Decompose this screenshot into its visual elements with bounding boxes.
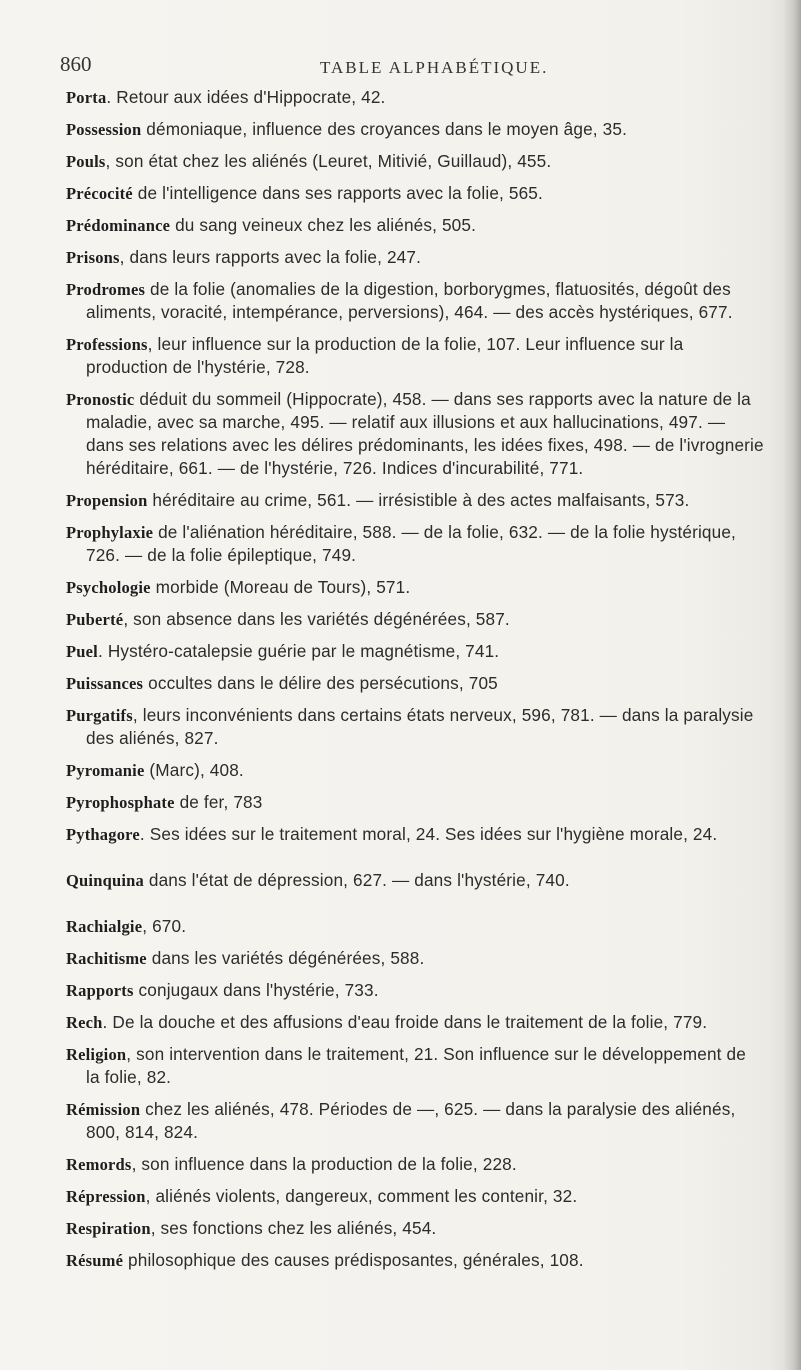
entry-text: . Hystéro-catalepsie guérie par le magnétisme, 741. bbox=[97, 641, 500, 661]
entry-text: , son influence dans la production de la folie, 228. bbox=[131, 1154, 517, 1174]
index-entry bbox=[66, 214, 764, 237]
entry-headword: Pythagore bbox=[66, 825, 140, 844]
index-entry bbox=[66, 823, 764, 846]
entry-text: , leurs inconvénients dans certains états nerveux, 596, 781. — dans la paralysie des aliénés, 827. bbox=[86, 705, 754, 748]
index-entry bbox=[66, 704, 764, 750]
entry-headword: Prodromes bbox=[66, 280, 146, 299]
entry-text: , leur influence sur la production de la folie, 107. Leur influence sur la production de l'hystérie, 728. bbox=[86, 334, 684, 377]
index-entry bbox=[66, 278, 764, 324]
index-entry bbox=[66, 915, 764, 938]
index-entries bbox=[66, 86, 764, 1281]
index-entry bbox=[66, 150, 764, 173]
entry-text: occultes dans le délire des persécutions, 705 bbox=[143, 673, 498, 693]
index-entry bbox=[66, 246, 764, 269]
entry-text: , son absence dans les variétés dégénérées, 587. bbox=[123, 609, 510, 629]
entry-text: philosophique des causes prédisposantes, générales, 108. bbox=[123, 1250, 584, 1270]
index-entry bbox=[66, 947, 764, 970]
entry-text: de la folie (anomalies de la digestion, borborygmes, flatuosités, dégoût des aliments, voracité, intempérance, perversions), 464. — des accès hystériques, 677. bbox=[86, 279, 733, 322]
entry-text: de l'aliénation héréditaire, 588. — de la folie, 632. — de la folie hystérique, 726. — de la folie épileptique, 749. bbox=[86, 522, 736, 565]
entry-text: morbide (Moreau de Tours), 571. bbox=[150, 577, 411, 597]
entry-headword: Puberté bbox=[66, 610, 124, 629]
entry-headword: Pronostic bbox=[66, 390, 135, 409]
entry-text: dans l'état de dépression, 627. — dans l'hystérie, 740. bbox=[143, 870, 570, 890]
running-head: TABLE ALPHABÉTIQUE. bbox=[320, 58, 549, 77]
index-entry bbox=[66, 521, 764, 567]
page-number: 860 bbox=[60, 52, 92, 76]
entry-text: héréditaire au crime, 561. — irrésistible à des actes malfaisants, 573. bbox=[147, 490, 690, 510]
entry-text: , 670. bbox=[142, 916, 187, 936]
entry-headword: Porta bbox=[66, 88, 107, 107]
entry-text: , son état chez les aliénés (Leuret, Mitivié, Guillaud), 455. bbox=[105, 151, 552, 171]
entry-headword: Répression bbox=[66, 1187, 146, 1206]
entry-text: chez les aliénés, 478. Périodes de —, 625. — dans la paralysie des aliénés, 800, 814, 824. bbox=[86, 1099, 736, 1142]
index-entry bbox=[66, 182, 764, 205]
entry-text: , son intervention dans le traitement, 21. Son influence sur le développement de la folie, 82. bbox=[86, 1044, 746, 1087]
index-entry bbox=[66, 1217, 764, 1240]
entry-text: . Ses idées sur le traitement moral, 24. Ses idées sur l'hygiène morale, 24. bbox=[139, 824, 718, 844]
entry-headword: Rapports bbox=[66, 981, 134, 1000]
entry-text: du sang veineux chez les aliénés, 505. bbox=[170, 215, 477, 235]
entry-headword: Rachitisme bbox=[66, 949, 147, 968]
entry-text: (Marc), 408. bbox=[144, 760, 244, 780]
entry-headword: Propension bbox=[66, 491, 148, 510]
index-entry bbox=[66, 1098, 764, 1144]
entry-text: . Retour aux idées d'Hippocrate, 42. bbox=[106, 87, 386, 107]
index-entry bbox=[66, 118, 764, 141]
index-entry bbox=[66, 608, 764, 631]
index-entry bbox=[66, 979, 764, 1002]
entry-headword: Pouls bbox=[66, 152, 106, 171]
index-entry bbox=[66, 388, 764, 480]
index-entry bbox=[66, 1249, 764, 1272]
entry-headword: Puel bbox=[66, 642, 98, 661]
index-entry bbox=[66, 759, 764, 782]
entry-text: , ses fonctions chez les aliénés, 454. bbox=[150, 1218, 437, 1238]
index-entry bbox=[66, 576, 764, 599]
entry-text: démoniaque, influence des croyances dans le moyen âge, 35. bbox=[141, 119, 627, 139]
entry-headword: Quinquina bbox=[66, 871, 144, 890]
index-entry bbox=[66, 1043, 764, 1089]
index-entry bbox=[66, 1011, 764, 1034]
entry-text: , dans leurs rapports avec la folie, 247. bbox=[119, 247, 422, 267]
entry-headword: Religion bbox=[66, 1045, 127, 1064]
entry-headword: Remords bbox=[66, 1155, 132, 1174]
entry-text: dans les variétés dégénérées, 588. bbox=[146, 948, 425, 968]
entry-headword: Respiration bbox=[66, 1219, 151, 1238]
index-entry bbox=[66, 1153, 764, 1176]
entry-headword: Possession bbox=[66, 120, 142, 139]
index-entry bbox=[66, 672, 764, 695]
entry-headword: Précocité bbox=[66, 184, 133, 203]
entry-text: déduit du sommeil (Hippocrate), 458. — dans ses rapports avec la nature de la maladie, avec sa marche, 495. — relatif aux illusions et aux hallucinations, 497. — dans ses relations avec les délires prédominants, les idées fixes, 498. — de l'ivrognerie héréditaire, 661. — de l'hystérie, 726. Indices d'incurabilité, 771. bbox=[86, 389, 764, 478]
entry-headword: Rech bbox=[66, 1013, 103, 1032]
entry-text: conjugaux dans l'hystérie, 733. bbox=[133, 980, 379, 1000]
entry-headword: Purgatifs bbox=[66, 706, 133, 725]
index-entry bbox=[66, 86, 764, 109]
entry-headword: Puissances bbox=[66, 674, 144, 693]
entry-headword: Pyromanie bbox=[66, 761, 145, 780]
entry-headword: Rémission bbox=[66, 1100, 141, 1119]
entry-headword: Résumé bbox=[66, 1251, 124, 1270]
index-entry bbox=[66, 640, 764, 663]
index-entry bbox=[66, 869, 764, 892]
index-entry bbox=[66, 791, 764, 814]
index-entry bbox=[66, 1185, 764, 1208]
entry-headword: Prophylaxie bbox=[66, 523, 154, 542]
page-spine-shadow bbox=[783, 0, 801, 1370]
entry-text: . De la douche et des affusions d'eau froide dans le traitement de la folie, 779. bbox=[102, 1012, 708, 1032]
entry-headword: Psychologie bbox=[66, 578, 151, 597]
entry-text: de fer, 783 bbox=[174, 792, 263, 812]
index-entry bbox=[66, 333, 764, 379]
entry-headword: Prisons bbox=[66, 248, 120, 267]
entry-text: de l'intelligence dans ses rapports avec la folie, 565. bbox=[132, 183, 543, 203]
entry-text: , aliénés violents, dangereux, comment les contenir, 32. bbox=[145, 1186, 578, 1206]
index-entry bbox=[66, 489, 764, 512]
entry-headword: Pyrophosphate bbox=[66, 793, 175, 812]
entry-headword: Prédominance bbox=[66, 216, 171, 235]
entry-headword: Professions bbox=[66, 335, 148, 354]
entry-headword: Rachialgie bbox=[66, 917, 143, 936]
